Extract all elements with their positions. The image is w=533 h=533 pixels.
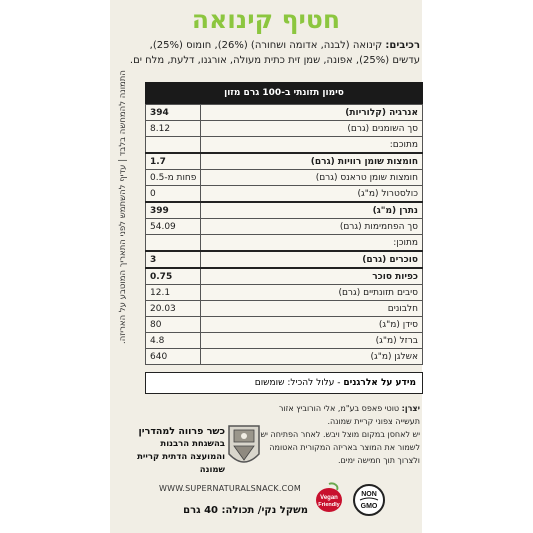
nutrition-label: כפיות סוכר <box>201 268 423 285</box>
kosher-seal-icon <box>225 420 263 472</box>
producer-line-5: ולצרוך תוך חמישה ימים. <box>337 456 420 465</box>
vegan-badge-line-1: Vegan <box>320 495 338 501</box>
nutrition-row <box>146 301 423 317</box>
nutrition-label: אשלגן (מ"ג) <box>201 349 423 365</box>
allergen-label: מידע על אלרגנים <box>343 378 416 388</box>
nutrition-value: פחות מ-0.5 <box>146 170 201 186</box>
nutrition-row <box>146 333 423 349</box>
nutrition-label: חומצות שומן טראנס (גרם) <box>201 170 423 186</box>
nutrition-label: סך הפחמימות (גרם) <box>201 219 423 235</box>
nutrition-value: 640 <box>146 349 201 365</box>
nutrition-value: 8.12 <box>146 121 201 137</box>
nutrition-row <box>146 170 423 186</box>
nutrition-label: חלבונים <box>201 301 423 317</box>
nutrition-value <box>146 137 201 154</box>
nutrition-value: 394 <box>146 105 201 121</box>
nutrition-label: אנרגיה (קלוריות) <box>201 105 423 121</box>
kosher-line-3: והמועצה הדתית קריית שמונה <box>137 452 225 475</box>
nutrition-label: סוכרים (גרם) <box>201 251 423 268</box>
nutrition-row <box>146 235 423 252</box>
nutrition-value <box>146 235 201 252</box>
nutrition-row <box>146 137 423 154</box>
nutrition-label: סך השומנים (גרם) <box>201 121 423 137</box>
nutrition-value: 4.8 <box>146 333 201 349</box>
nutrition-value: 12.1 <box>146 285 201 301</box>
producer-label: יצרן: <box>401 404 420 413</box>
nutrition-row <box>146 121 423 137</box>
nutrition-header: סימון תזונתי ב-100 גרם מזון <box>145 82 423 104</box>
kosher-line-1: כשר פרווה למהדרין <box>138 426 225 437</box>
nutrition-row <box>146 349 423 365</box>
nutrition-row <box>146 219 423 235</box>
producer-line-1: טוטי פאפס בע"מ, אלי הורוביץ אזור <box>278 404 400 413</box>
allergen-text: - עלול להכיל: שומשום <box>254 378 344 388</box>
producer-info <box>245 402 420 467</box>
producer-line-2: תעשייה צפוני קריית שמונה. <box>327 417 420 426</box>
nutrition-row <box>146 202 423 219</box>
nutrition-row <box>146 268 423 285</box>
nutrition-row <box>146 285 423 301</box>
producer-line-4: לשמור את המוצר באריזה המקורית האטומה <box>269 443 420 452</box>
nutrition-value: 399 <box>146 202 201 219</box>
nutrition-value: 1.7 <box>146 153 201 170</box>
gmo-badge-top: NON <box>361 491 377 498</box>
nutrition-label: כולסטרול (מ"ג) <box>201 186 423 203</box>
nutrition-row <box>146 186 423 203</box>
producer-line-3: יש לאחסן במקום מוצל ויבש. לאחר הפתיחה יש <box>260 430 420 439</box>
website-url: WWW.SUPERNATURALSNACK.COM <box>158 484 302 493</box>
net-weight: משקל נקי/ תכולה: 40 גרם <box>183 505 308 516</box>
side-disclaimer: התמונה להמחשה בלבד | עדיף להשתמש לפני התאריך המוטבע על האריזה. <box>118 70 128 344</box>
nutrition-label: סידן (מ"ג) <box>201 317 423 333</box>
gmo-badge-bottom: GMO <box>360 503 378 510</box>
allergen-box <box>145 372 423 394</box>
nutrition-label: נתרן (מ"ג) <box>201 202 423 219</box>
nutrition-label: סיבים תזונתיים (גרם) <box>201 285 423 301</box>
nutrition-value: 80 <box>146 317 201 333</box>
nutrition-value: 20.03 <box>146 301 201 317</box>
nutrition-row <box>146 251 423 268</box>
nutrition-table <box>145 104 423 365</box>
nutrition-row <box>146 153 423 170</box>
nutrition-value: 0 <box>146 186 201 203</box>
non-gmo-badge-icon <box>352 482 386 518</box>
vegan-badge-line-2: Friendly <box>318 502 340 508</box>
nutrition-row <box>146 317 423 333</box>
nutrition-value: 3 <box>146 251 201 268</box>
ingredients-label: רכיבים: <box>385 40 420 51</box>
nutrition-value: 0.75 <box>146 268 201 285</box>
nutrition-label: ברזל (מ"ג) <box>201 333 423 349</box>
nutrition-row <box>146 105 423 121</box>
kosher-line-2: בהשגחת הרבנות <box>160 439 225 449</box>
nutrition-label: חומצות שומן רוויות (גרם) <box>201 153 423 170</box>
vegan-friendly-badge-icon <box>312 480 346 514</box>
ingredients-text <box>124 38 420 68</box>
nutrition-value: 54.09 <box>146 219 201 235</box>
nutrition-label: מתוכם: <box>201 137 423 154</box>
kosher-statement <box>120 425 225 477</box>
product-title: חטיף קינואה <box>191 5 341 34</box>
nutrition-label: מתוכן: <box>201 235 423 252</box>
ingredients-list: קינואה (לבנה, אדומה ושחורה) (26%), חומוס (25%), עדשים (25%), אפונה, שמן זית כתית מעולה, אורגנו, דלעת, מלח ים. <box>129 40 420 66</box>
